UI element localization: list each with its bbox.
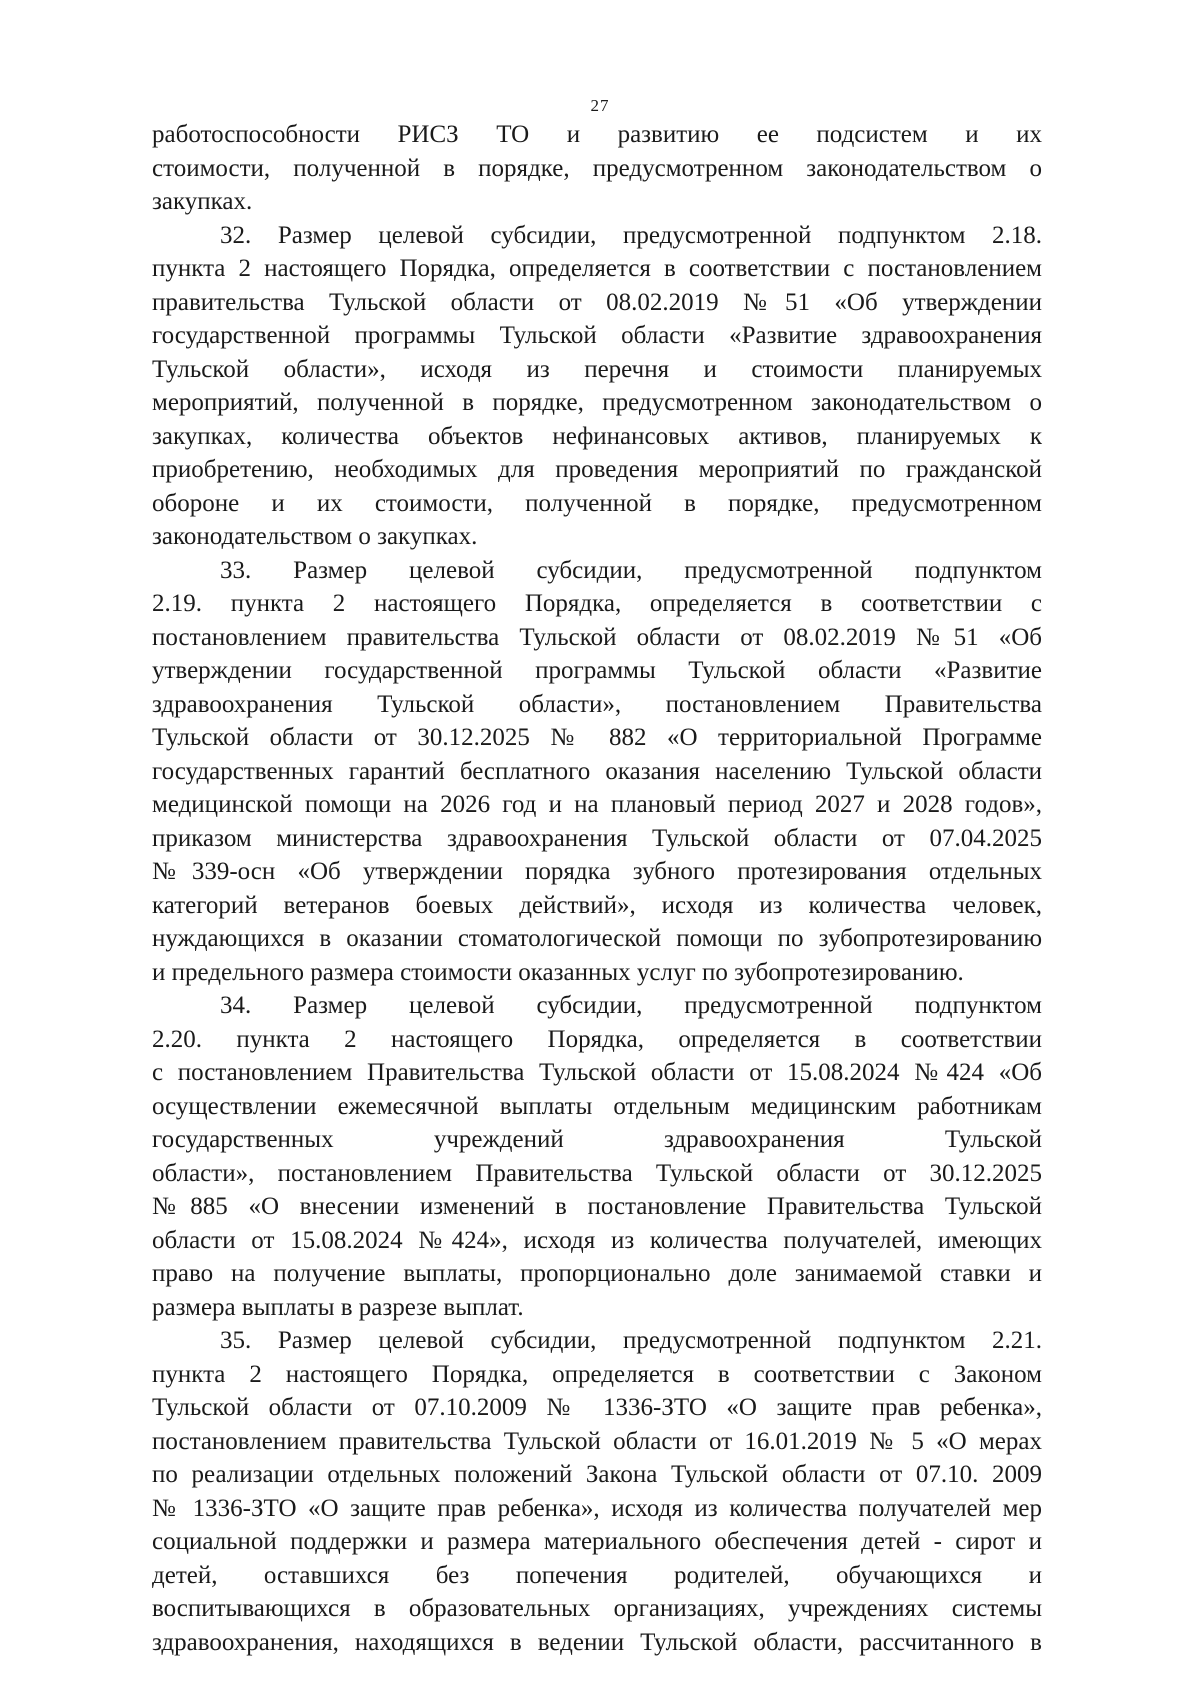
text-line: работоспособности РИСЗ ТО и развитию ее подсистем и их	[152, 121, 1042, 148]
text-line: по реализации отдельных положений Закона Тульской области от 07.10. 2009	[152, 1461, 1042, 1488]
text-line: закупках.	[152, 188, 253, 215]
text-line: здравоохранения Тульской области», постановлением Правительства	[152, 690, 1042, 718]
text-line: социальной поддержки и размера материального обеспечения детей - сирот и	[152, 1528, 1042, 1555]
text-line: утверждении государственной программы Тульской области «Развитие	[152, 657, 1042, 684]
text-line: государственной программы Тульской области «Развитие здравоохранения	[152, 322, 1042, 349]
text-line: приказом министерства здравоохранения Тульской области от 07.04.2025	[152, 824, 1042, 852]
text-line: пункта 2 настоящего Порядка, определяется в соответствии с Законом	[152, 1360, 1042, 1388]
text-line: размера выплаты в разрезе выплат.	[152, 1293, 524, 1321]
text-line: постановлением правительства Тульской области от 16.01.2019 № 5 «О мерах	[152, 1427, 1042, 1455]
text-line: Тульской области от 07.10.2009 № 1336-ЗТО «О защите прав ребенка»,	[152, 1394, 1042, 1421]
text-line: Тульской области», исходя из перечня и стоимости планируемых	[152, 355, 1042, 383]
text-line: №885 «О внесении изменений в постановление Правительства Тульской	[152, 1193, 1042, 1220]
document-body	[152, 118, 1042, 1659]
text-line: нуждающихся в оказании стоматологической помощи по зубопротезированию	[152, 925, 1042, 952]
text-line: области», постановлением Правительства Тульской области от 30.12.2025	[152, 1159, 1042, 1187]
text-line: с постановлением Правительства Тульской области от 15.08.2024 №424 «Об	[152, 1059, 1042, 1086]
text-line: законодательством о закупках.	[152, 523, 478, 550]
text-line: государственных гарантий бесплатного оказания населению Тульской области	[152, 757, 1042, 785]
text-line: осуществлении ежемесячной выплаты отдельным медицинским работникам	[152, 1092, 1042, 1120]
text-line: области от 15.08.2024 №424», исходя из количества получателей, имеющих	[152, 1226, 1042, 1254]
paragraph-32	[152, 219, 1042, 554]
text-line: здравоохранения, находящихся в ведении Тульской области, рассчитанного в	[152, 1628, 1042, 1656]
text-line: закупках, количества объектов нефинансовых активов, планируемых к	[152, 422, 1042, 450]
text-line: 33. Размер целевой субсидии, предусмотренной подпунктом	[220, 556, 1042, 584]
page-number: 27	[590, 96, 610, 115]
text-line: стоимости, полученной в порядке, предусмотренном законодательством о	[152, 154, 1042, 182]
paragraph-34	[152, 989, 1042, 1324]
text-line: правительства Тульской области от 08.02.2019 №51 «Об утверждении	[152, 288, 1042, 316]
text-line: 34. Размер целевой субсидии, предусмотренной подпунктом	[220, 992, 1042, 1019]
text-line: 35. Размер целевой субсидии, предусмотренной подпунктом 2.21.	[220, 1327, 1042, 1354]
text-line: право на получение выплаты, пропорционально доле занимаемой ставки и	[152, 1260, 1042, 1287]
text-line: 2.20. пункта 2 настоящего Порядка, определяется в соответствии	[152, 1025, 1042, 1053]
text-line: категорий ветеранов боевых действий», исходя из количества человек,	[152, 891, 1042, 919]
text-line: приобретению, необходимых для проведения мероприятий по гражданской	[152, 456, 1042, 483]
paragraph-31-tail	[152, 118, 1042, 219]
text-line: № 1336-ЗТО «О защите прав ребенка», исходя из количества получателей мер	[152, 1494, 1042, 1522]
text-line: пункта 2 настоящего Порядка, определяется в соответствии с постановлением	[152, 255, 1042, 282]
paragraph-35	[152, 1324, 1042, 1659]
text-line: Тульской области от 30.12.2025 № 882 «О территориальной Программе	[152, 724, 1042, 751]
text-line: детей, оставшихся без попечения родителей, обучающихся и	[152, 1561, 1042, 1589]
text-line: мероприятий, полученной в порядке, предусмотренном законодательством о	[152, 389, 1042, 416]
text-line: медицинской помощи на 2026 год и на плановый период 2027 и 2028 годов»,	[152, 791, 1042, 818]
text-line: 2.19. пункта 2 настоящего Порядка, определяется в соответствии с	[152, 590, 1042, 617]
text-line: государственных учреждений здравоохранения Тульской	[152, 1126, 1042, 1153]
text-line: постановлением правительства Тульской области от 08.02.2019 №51 «Об	[152, 623, 1042, 651]
text-line: обороне и их стоимости, полученной в порядке, предусмотренном	[152, 489, 1042, 517]
text-line: воспитывающихся в образовательных организациях, учреждениях системы	[152, 1595, 1042, 1622]
text-line: 32. Размер целевой субсидии, предусмотренной подпунктом 2.18.	[220, 221, 1042, 249]
paragraph-33	[152, 554, 1042, 990]
text-line: и предельного размера стоимости оказанных услуг по зубопротезированию.	[152, 958, 964, 986]
text-line: №339-осн «Об утверждении порядка зубного протезирования отдельных	[152, 858, 1042, 885]
